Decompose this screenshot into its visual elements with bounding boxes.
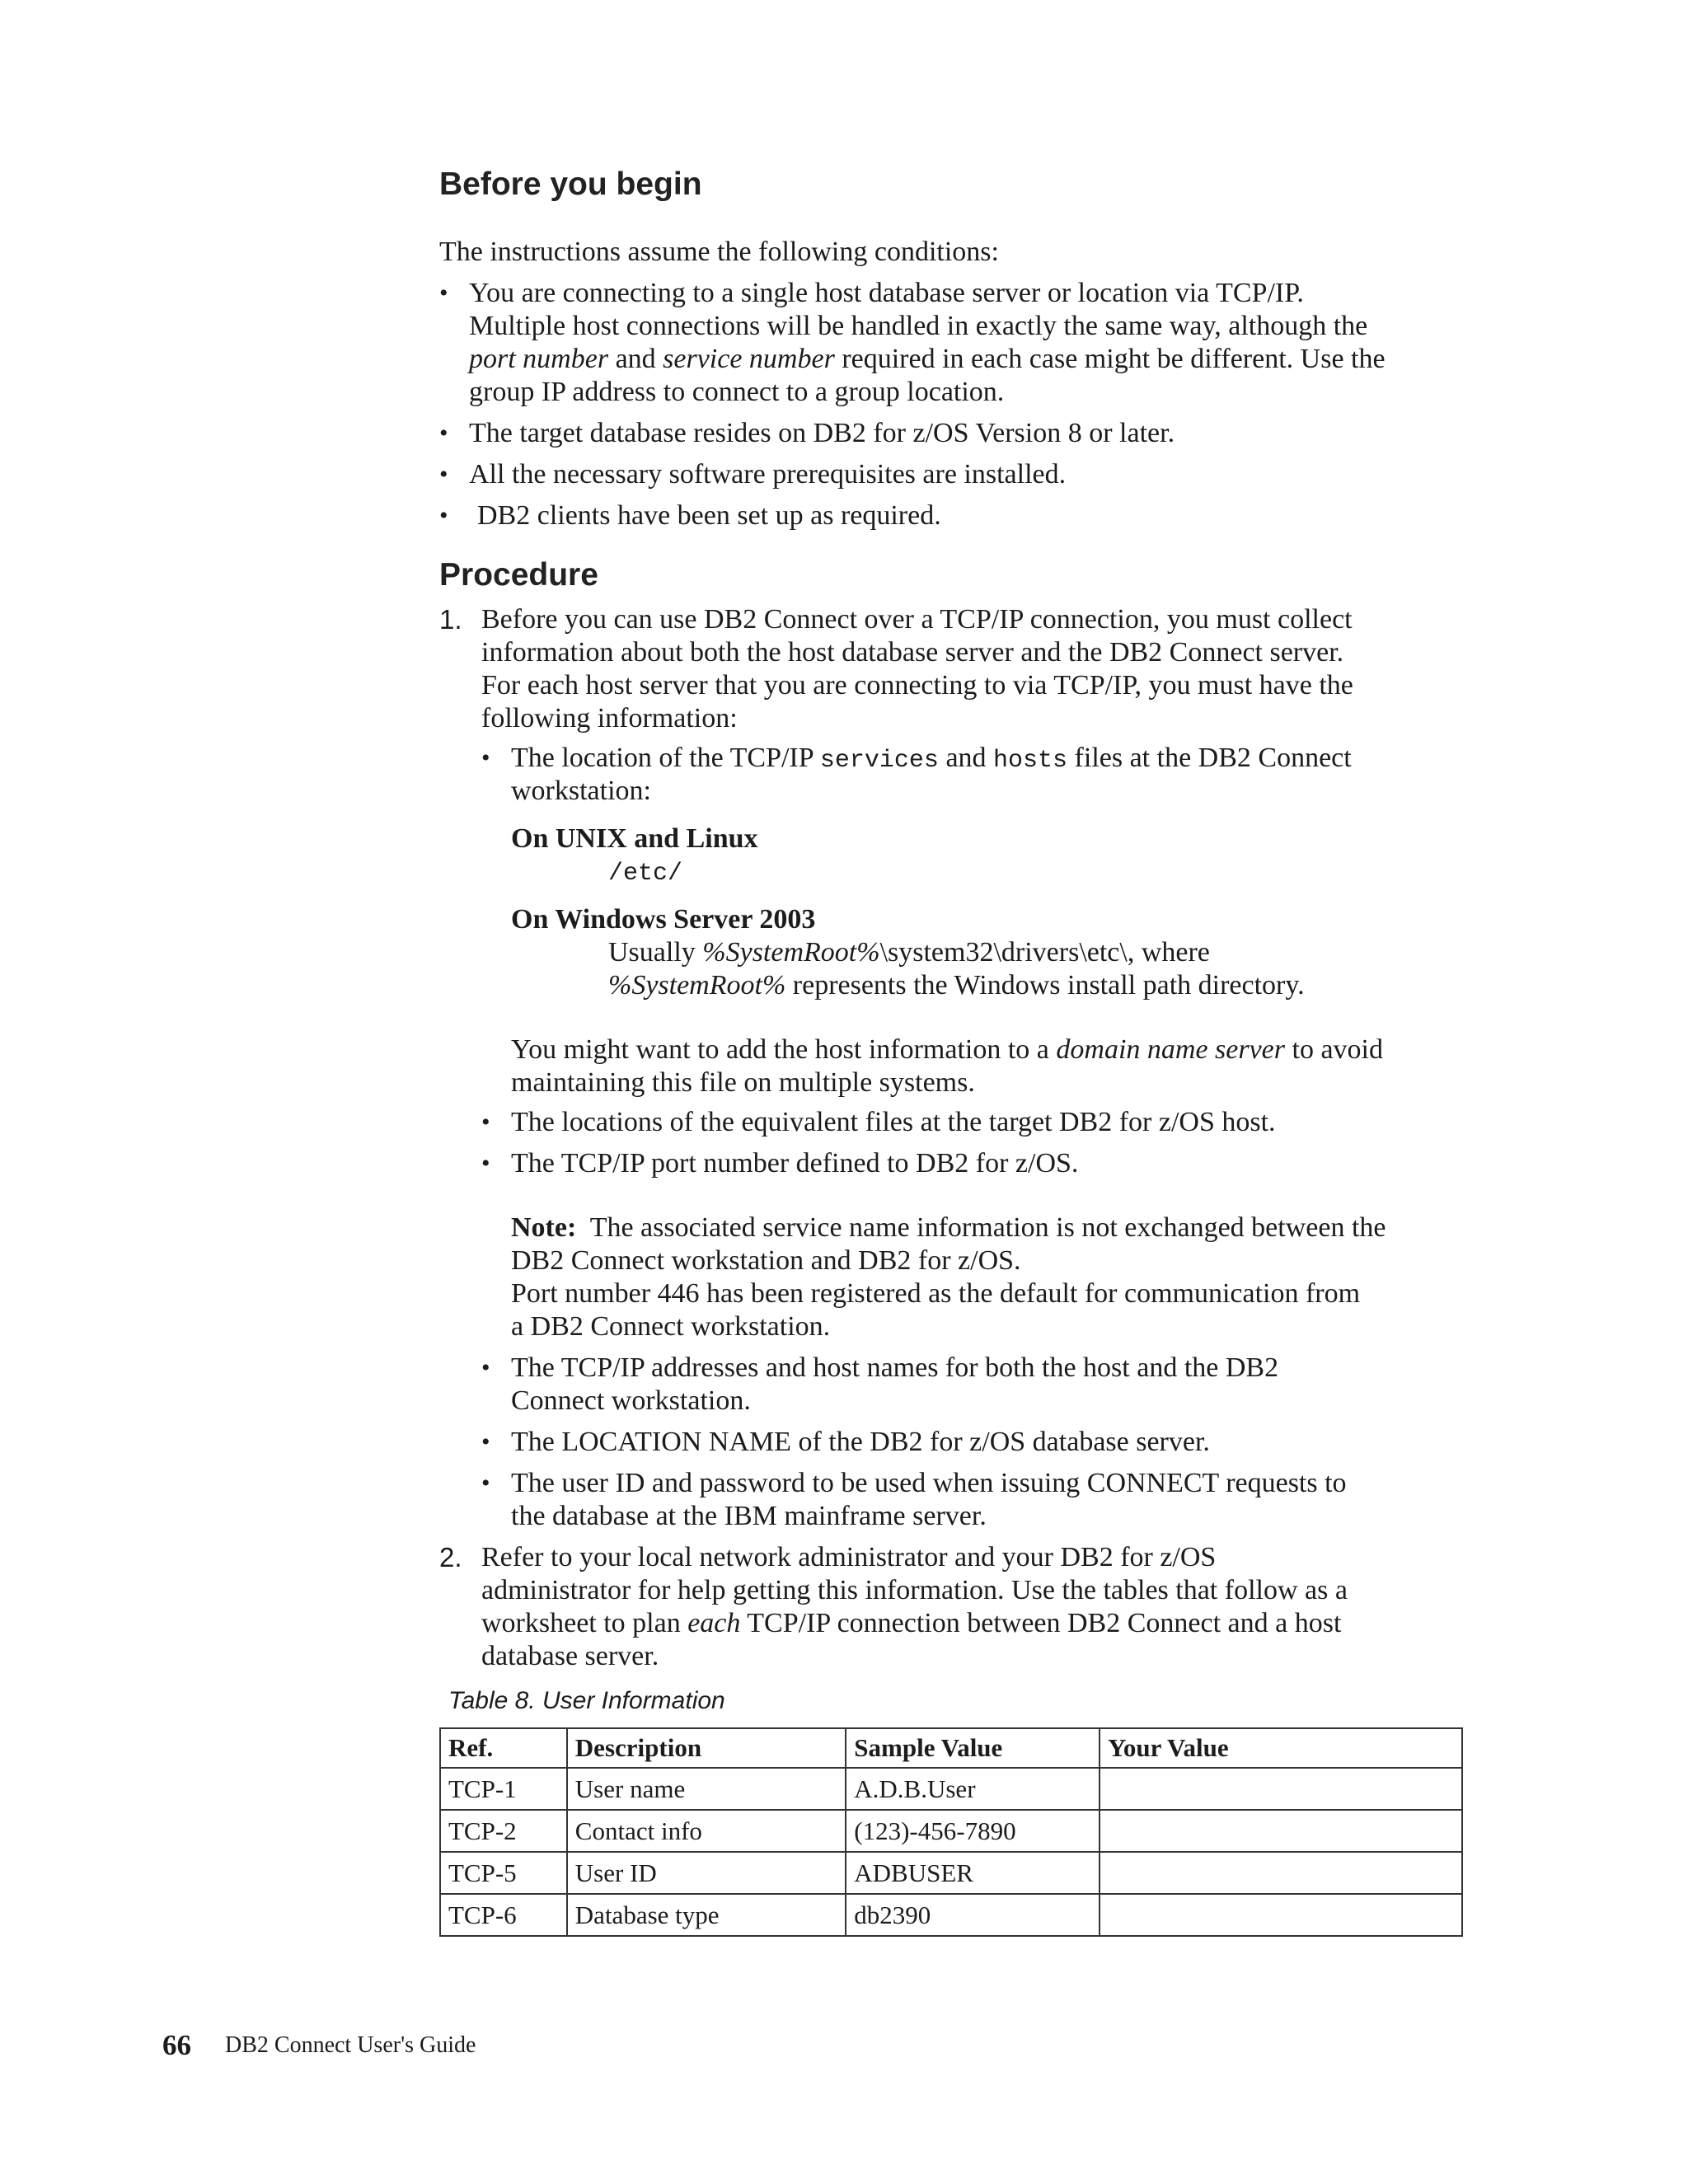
step-2-line-4: database server.	[481, 1641, 659, 1671]
port-number-item: The TCP/IP port number defined to DB2 for z/OS.	[511, 1148, 1079, 1179]
condition-1-line-1: You are connecting to a single host database server or location via TCP/IP.	[469, 278, 1304, 308]
step-1-line-1: Before you can use DB2 Connect over a TCP/IP connection, you must collect	[481, 604, 1353, 635]
step-1-number: 1.	[439, 604, 462, 635]
cell-ref: TCP-6	[440, 1894, 567, 1936]
bullet-icon: •	[439, 461, 448, 488]
table-row	[440, 1810, 1462, 1852]
cell-description: User ID	[567, 1852, 846, 1894]
bullet-icon: •	[439, 502, 448, 529]
bullet-icon: •	[439, 419, 448, 447]
step-2-line-1: Refer to your local network administrator and your DB2 for z/OS	[481, 1542, 1217, 1572]
note-line-4: a DB2 Connect workstation.	[511, 1311, 831, 1342]
condition-4: DB2 clients have been set up as required.	[477, 500, 941, 531]
table-row	[440, 1894, 1462, 1936]
dns-line-2: maintaining this file on multiple systems.	[511, 1067, 975, 1098]
header-ref: Ref.	[440, 1728, 567, 1768]
location-name-item: The LOCATION NAME of the DB2 for z/OS database server.	[511, 1427, 1210, 1457]
cell-description: Database type	[567, 1894, 846, 1936]
bullet-icon: •	[439, 279, 448, 307]
windows-path-line-1: Usually %SystemRoot%\system32\drivers\etc\, where	[608, 937, 1210, 968]
file-location-line-2: workstation:	[511, 776, 651, 806]
table-row	[440, 1768, 1462, 1810]
note-line-3: Port number 446 has been registered as the default for communication from	[511, 1278, 1361, 1309]
cell-your-value	[1100, 1768, 1462, 1810]
cell-description: User name	[567, 1768, 846, 1810]
cell-your-value	[1100, 1852, 1462, 1894]
domain-name-server-term: domain name server	[1056, 1034, 1286, 1065]
user-id-item-line-2: the database at the IBM mainframe server.	[511, 1501, 987, 1531]
condition-1-line-3: port number and service number required in each case might be different. Use the	[469, 344, 1386, 374]
table-row	[440, 1852, 1462, 1894]
bullet-icon: •	[481, 1469, 490, 1497]
addresses-item-line-1: The TCP/IP addresses and host names for both the host and the DB2	[511, 1352, 1279, 1383]
cell-sample-value: A.D.B.User	[846, 1768, 1100, 1810]
bullet-icon: •	[481, 1150, 490, 1177]
bullet-icon: •	[481, 1108, 490, 1136]
procedure-heading: Procedure	[439, 557, 598, 593]
service-number-term: service number	[663, 344, 835, 374]
dns-line-1: You might want to add the host information to a domain name server to avoid	[511, 1034, 1383, 1065]
cell-ref: TCP-5	[440, 1852, 567, 1894]
step-2-line-2: administrator for help getting this information. Use the tables that follow as a	[481, 1575, 1348, 1605]
book-title: DB2 Connect User's Guide	[225, 2032, 476, 2058]
cell-sample-value: db2390	[846, 1894, 1100, 1936]
cell-ref: TCP-1	[440, 1768, 567, 1810]
user-information-table	[439, 1727, 1463, 1937]
step-1-line-4: following information:	[481, 703, 738, 733]
step-2-line-3: worksheet to plan each TCP/IP connection between DB2 Connect and a host	[481, 1608, 1342, 1638]
step-2-number: 2.	[439, 1542, 462, 1572]
cell-your-value	[1100, 1810, 1462, 1852]
equivalent-files-item: The locations of the equivalent files at the target DB2 for z/OS host.	[511, 1107, 1276, 1137]
cell-your-value	[1100, 1894, 1462, 1936]
bullet-icon: •	[481, 744, 490, 771]
before-you-begin-heading: Before you begin	[439, 166, 702, 202]
bullet-icon: •	[481, 1354, 490, 1381]
page-number: 66	[162, 2029, 191, 2061]
windows-server-term: On Windows Server 2003	[511, 904, 816, 935]
step-1-line-2: information about both the host database server and the DB2 Connect server.	[481, 637, 1344, 668]
bullet-icon: •	[481, 1428, 490, 1455]
condition-1-line-4: group IP address to connect to a group location.	[469, 377, 1005, 407]
note-label: Note:	[511, 1212, 577, 1243]
cell-description: Contact info	[567, 1810, 846, 1852]
table-caption: Table 8. User Information	[448, 1687, 725, 1714]
header-sample-value: Sample Value	[846, 1728, 1100, 1768]
unix-path: /etc/	[608, 860, 683, 888]
user-id-item-line-1: The user ID and password to be used when issuing CONNECT requests to	[511, 1468, 1347, 1498]
windows-path-line-2: %SystemRoot% represents the Windows install path directory.	[608, 970, 1305, 1001]
file-location-line-1: The location of the TCP/IP services and hosts files at the DB2 Connect	[511, 743, 1352, 775]
step-1-line-3: For each host server that you are connecting to via TCP/IP, you must have the	[481, 670, 1353, 701]
intro-text: The instructions assume the following conditions:	[439, 237, 999, 267]
header-description: Description	[567, 1728, 846, 1768]
addresses-item-line-2: Connect workstation.	[511, 1385, 751, 1416]
condition-3: All the necessary software prerequisites are installed.	[469, 459, 1067, 490]
services-file-code: services	[819, 747, 939, 775]
condition-1-line-2: Multiple host connections will be handled in exactly the same way, although the	[469, 311, 1368, 341]
note-line-2: DB2 Connect workstation and DB2 for z/OS.	[511, 1245, 1021, 1276]
hosts-file-code: hosts	[993, 747, 1068, 775]
cell-ref: TCP-2	[440, 1810, 567, 1852]
unix-linux-term: On UNIX and Linux	[511, 823, 758, 854]
cell-sample-value: (123)-456-7890	[846, 1810, 1100, 1852]
cell-sample-value: ADBUSER	[846, 1852, 1100, 1894]
note-line-1: Note: The associated service name information is not exchanged between the	[511, 1212, 1386, 1243]
condition-2: The target database resides on DB2 for z/OS Version 8 or later.	[469, 418, 1175, 448]
header-your-value: Your Value	[1100, 1728, 1462, 1768]
table-header-row	[440, 1728, 1462, 1768]
port-number-term: port number	[469, 344, 609, 374]
